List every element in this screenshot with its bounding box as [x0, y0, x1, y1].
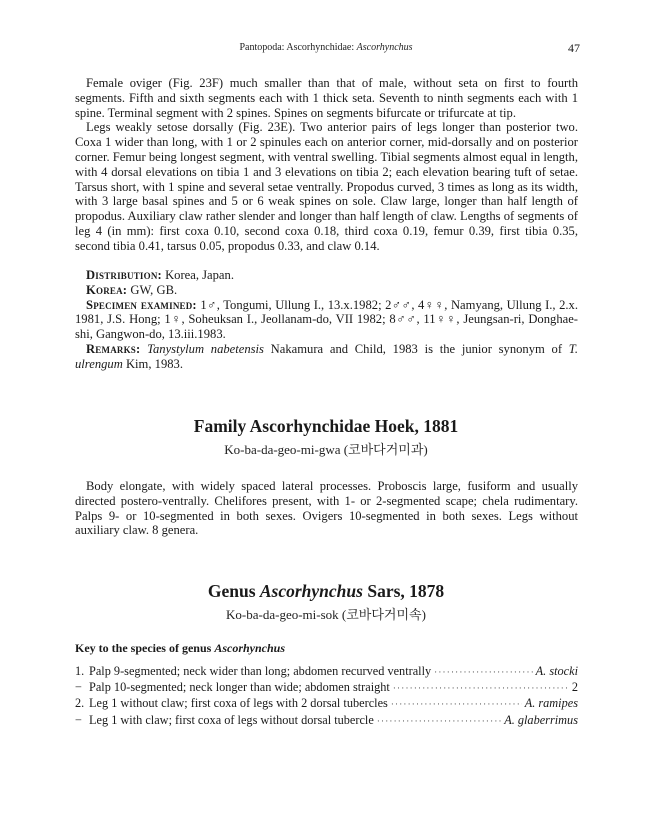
oviger-paragraph: Female oviger (Fig. 23F) much smaller than that of male, without seta on first to fourth segments. Fifth and sixth segments each with 1 thick seta. Seventh to ninth segments each with 1 spine. Terminal segment with 2 spines. Spines on segments bifurcate or trifurcate at tip. [75, 76, 578, 120]
remarks-label: Remarks: [86, 341, 141, 356]
running-head-prefix: Pantopoda: Ascorhynchidae: [239, 42, 357, 53]
korea-line [75, 283, 578, 298]
key-couplet-text: Palp 9-segmented; neck wider than long; abdomen recurved ventrally [89, 664, 432, 678]
running-head-genus: Ascorhynchus [356, 42, 413, 53]
genus-title-prefix: Genus [207, 581, 260, 601]
specimen-line [75, 298, 578, 342]
key-result: 2 [571, 680, 578, 695]
family-description-block [75, 479, 578, 538]
remarks-end: Kim, 1983. [122, 356, 183, 371]
distribution-label: Distribution: [86, 268, 162, 282]
key-couplet-text: Palp 10-segmented; neck longer than wide; abdomen straight [89, 680, 390, 695]
key-couplet-text: Leg 1 without claw; first coxa of legs with 2 dorsal tubercles [89, 696, 388, 711]
key-leader-dots [377, 714, 501, 729]
remarks-species2: T. ulrengum [75, 341, 578, 371]
key-couplet-number: 2. [75, 696, 85, 711]
key-title-genus: Ascorhynchus [214, 641, 286, 655]
key-leader-dots [393, 681, 569, 696]
key-row [75, 713, 578, 729]
key-result: A. ramipes [524, 696, 578, 711]
distribution-line [75, 268, 578, 283]
genus-title-name: Ascorhynchus [259, 581, 363, 601]
genus-title-suffix: Sars, 1878 [362, 581, 445, 601]
remarks-species: Tanystylum nabetensis [147, 341, 264, 356]
korea-label: Korea: [86, 282, 128, 297]
family-description: Body elongate, with widely spaced lateral processes. Proboscis large, fusiform and usually directed postero-ventrally. Chelifores present, with 1- or 2-segmented scape; chela rudimentary. Palps 9- or 10-segmented in both sexes. Ovigers 10-segmented in both sexes. Legs without auxiliary claw. 8 genera. [75, 479, 578, 538]
key-result: A. glaberrimus [504, 712, 578, 727]
remarks-line [75, 342, 578, 372]
remarks-mid: Nakamura and Child, 1983 is the junior synonym of [263, 341, 569, 356]
specimen-label: Specimen examined: [86, 297, 197, 312]
family-korean-name: Ko-ba-da-geo-mi-gwa (코바다거미과) [224, 442, 428, 457]
family-heading: Family Ascorhynchidae Hoek, 1881 [193, 416, 459, 436]
key-result: A. stocki [535, 664, 578, 678]
korea-text: GW, GB. [130, 282, 178, 297]
key-row [75, 680, 578, 696]
key-leader-dots [391, 697, 522, 712]
key-couplet-text: Leg 1 with claw; first coxa of legs without dorsal tubercle [89, 712, 374, 727]
species-description [75, 76, 578, 254]
records-section [75, 268, 578, 372]
key-leader-dots [434, 665, 533, 680]
key-title [75, 641, 285, 656]
legs-paragraph: Legs weakly setose dorsally (Fig. 23E). Two anterior pairs of legs longer than posterior two. Coxa 1 wider than long, with 1 or 2 spinules each on anterior corner, mid-dorsally and on posterior corner. Femur being longest segment, with ventral swelling. Tibial segments almost equal in length, with 4 dorsal elevations on tibia 1 and 3 elevations on tibia 2; each elevation bearing tuft of setae. Tarsus short, with 1 spine and several setae ventrally. Propodus curved, 3 times as long as its width, with 3 large basal spines and 5 or 6 weak spines on sole. Claw large, longer than half length of propodus. Auxiliary claw rather slender and longer than half length of claw. Lengths of segments of leg 4 (in mm): first coxa 0.10, second coxa 0.18, third coxa 0.19, femur 0.39, first tibia 0.35, second tibia 0.41, tarsus 0.05, propodus 0.33, and claw 0.14. [75, 120, 578, 253]
genus-korean-name: Ko-ba-da-geo-mi-sok (코바다거미속) [226, 607, 426, 622]
key-couplet-number: − [75, 712, 82, 727]
page-number: 47 [568, 41, 580, 55]
key-row [75, 696, 578, 712]
specimen-text: 1♂, Tongumi, Ullung I., 13.x.1982; 2♂♂, 4♀♀, Namyang, Ullung I., 2.x. 1981, J.S. Hong; 1♀, Soheuksan I., Jeollanam-do, VII 1982; 8♂♂, 11♀♀, Jeungsan-ri, Donghae-shi, Gangwon-do, 13.iii.1983. [75, 297, 578, 342]
identification-key [75, 664, 578, 729]
distribution-text: Korea, Japan. [165, 268, 234, 282]
key-row [75, 664, 578, 680]
running-head [0, 42, 652, 53]
key-couplet-number: − [75, 680, 82, 695]
key-couplet-number: 1. [75, 664, 85, 678]
key-title-prefix: Key to the species of genus [75, 641, 215, 655]
genus-heading [0, 581, 652, 602]
